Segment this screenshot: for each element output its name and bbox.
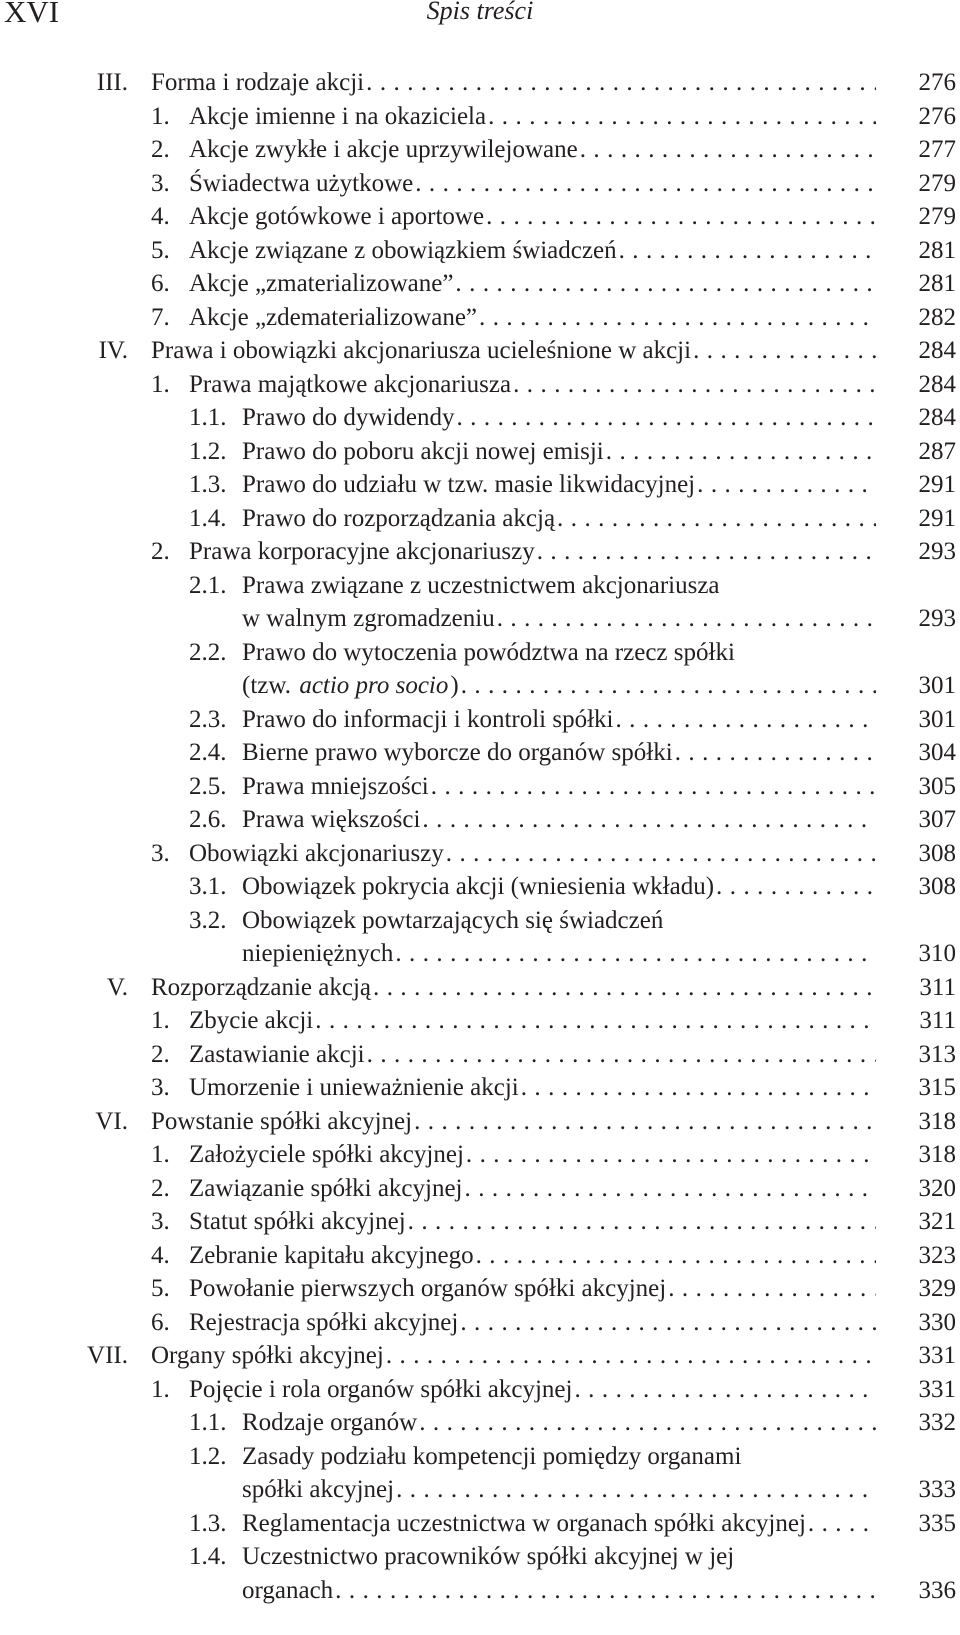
toc-entry[interactable] — [0, 1574, 960, 1608]
toc-entry[interactable] — [0, 770, 960, 804]
toc-entry-title-text: Pojęcie i rola organów spółki akcyjnej — [189, 1375, 573, 1403]
toc-entry-title — [151, 66, 876, 100]
toc-entry-title — [242, 904, 876, 938]
toc-entry-title-text: Prawo do wytoczenia powództwa na rzecz spółki — [242, 638, 735, 666]
toc-entry-title-text: Statut spółki akcyjnej — [189, 1208, 406, 1235]
toc-entry-title — [242, 502, 876, 536]
toc-entry-title — [242, 770, 876, 804]
toc-entry[interactable] — [0, 971, 960, 1005]
toc-entry[interactable] — [0, 904, 960, 938]
toc-entry-number: 1.2. — [189, 437, 227, 465]
toc-entry-page: 308 — [918, 839, 956, 867]
toc-entry-title-text: Akcje imienne i na okaziciela — [189, 102, 487, 130]
toc-entry-number: 1.3. — [189, 471, 227, 498]
toc-entry-title-text: Akcje „zdematerializowane” — [189, 303, 478, 331]
toc-entry[interactable] — [0, 636, 960, 670]
toc-entry[interactable] — [0, 334, 960, 368]
toc-entry-title-text: Rozporządzanie akcją — [151, 973, 372, 1001]
toc-entry-title-text: Uczestnictwo pracowników spółki akcyjnej w jej — [242, 1543, 735, 1570]
toc-entry-page: 311 — [919, 1007, 956, 1034]
toc-entry-title-text: w walnym zgromadzeniu — [242, 605, 495, 632]
toc-entry-title — [189, 1138, 876, 1172]
toc-entry-page: 318 — [918, 1107, 956, 1135]
toc-entry-page: 311 — [919, 973, 956, 1001]
toc-entry-page: 284 — [918, 337, 956, 364]
toc-entry-page: 310 — [918, 940, 956, 967]
toc-entry[interactable] — [0, 368, 960, 402]
toc-entry-title-text: Prawo do rozporządzania akcją — [242, 504, 556, 532]
toc-entry-title — [189, 837, 876, 871]
toc-entry-title-text: (tzw. — [242, 672, 298, 699]
toc-entry[interactable] — [0, 1507, 960, 1541]
toc-entry-page: 335 — [918, 1509, 956, 1537]
toc-entry-page: 291 — [918, 504, 956, 532]
toc-entry-title — [242, 736, 876, 770]
toc-entry-title-text: Powołanie pierwszych organów spółki akcyjnej — [189, 1275, 667, 1302]
toc-entry-page: 336 — [918, 1576, 956, 1604]
toc-entry-page: 313 — [918, 1040, 956, 1068]
toc-entry-page: 279 — [918, 169, 956, 197]
toc-entry[interactable] — [0, 937, 960, 971]
toc-entry[interactable] — [0, 1540, 960, 1574]
toc-entry-title — [242, 669, 876, 703]
toc-entry-number: 6. — [151, 270, 170, 297]
toc-entry-title — [189, 1172, 876, 1206]
toc-entry-title — [189, 1205, 876, 1239]
toc-entry-page: 333 — [918, 1476, 956, 1503]
toc-entry-number: 2.3. — [189, 705, 227, 733]
toc-entry-title — [242, 803, 876, 837]
toc-entry-title-text: Prawa mniejszości — [242, 772, 429, 800]
toc-entry-title-text: Forma i rodzaje akcji — [151, 69, 365, 96]
toc-entry-number: 2. — [151, 538, 170, 565]
toc-entry-title-suffix: ) — [450, 672, 459, 699]
toc-entry-page: 321 — [918, 1208, 956, 1235]
toc-entry[interactable] — [0, 569, 960, 603]
toc-entry-page: 304 — [918, 739, 956, 766]
toc-entry-title — [242, 435, 876, 469]
toc-entry-title — [242, 468, 876, 502]
toc-entry-title-text: Prawa związane z uczestnictwem akcjonariusza — [242, 571, 720, 599]
toc-entry-page: 307 — [918, 806, 956, 833]
toc-entry-number: 2.5. — [189, 772, 227, 800]
toc-entry-title — [189, 535, 876, 569]
toc-entry[interactable] — [0, 502, 960, 536]
toc-entry-title-text: Organy spółki akcyjnej — [151, 1342, 384, 1369]
toc-entry-number: 1. — [151, 1141, 170, 1168]
toc-entry-title — [189, 167, 876, 201]
toc-entry[interactable] — [0, 234, 960, 268]
toc-entry-title-text: Zawiązanie spółki akcyjnej — [189, 1174, 463, 1202]
toc-entry-title-text: Zbycie akcji — [189, 1007, 314, 1034]
toc-entry-number: III. — [96, 69, 128, 96]
toc-entry-title — [242, 703, 876, 737]
toc-entry-page: 318 — [918, 1141, 956, 1168]
toc-entry-title-text: Rodzaje organów — [242, 1409, 418, 1436]
toc-entry[interactable] — [0, 1004, 960, 1038]
toc-entry-page: 276 — [918, 69, 956, 96]
toc-entry[interactable] — [0, 1138, 960, 1172]
toc-entry-number: 3. — [151, 1074, 170, 1101]
toc-entry-page: 301 — [918, 705, 956, 733]
toc-entry-title — [242, 1574, 876, 1608]
toc-entry-page: 323 — [918, 1241, 956, 1269]
toc-entry-title — [189, 1038, 876, 1072]
toc-entry-title — [242, 870, 876, 904]
toc-entry-title — [189, 368, 876, 402]
toc-entry-title — [189, 234, 876, 268]
toc-entry-title-text: Bierne prawo wyborcze do organów spółki — [242, 739, 673, 766]
toc-entry[interactable] — [0, 1038, 960, 1072]
toc-entry-title — [242, 1473, 876, 1507]
toc-entry-number: V. — [106, 973, 128, 1001]
toc-entry[interactable] — [0, 803, 960, 837]
toc-entry-title-text: Świadectwa użytkowe — [189, 169, 414, 197]
toc-entry-page: 301 — [918, 672, 956, 699]
toc-entry[interactable] — [0, 1473, 960, 1507]
toc-entry-page: 277 — [918, 136, 956, 163]
toc-entry-title-text: spółki akcyjnej — [242, 1476, 395, 1503]
toc-entry-page: 282 — [918, 303, 956, 331]
toc-entry-number: 1. — [151, 102, 170, 130]
toc-entry-page: 329 — [918, 1275, 956, 1302]
table-of-contents — [0, 66, 960, 1607]
toc-entry-title-text: Obowiązek powtarzających się świadczeń — [242, 906, 664, 934]
toc-entry-title-text: Reglamentacja uczestnictwa w organach spółki akcyjnej — [242, 1509, 806, 1537]
toc-entry[interactable] — [0, 1339, 960, 1373]
toc-entry[interactable] — [0, 1205, 960, 1239]
toc-entry-title — [189, 1071, 876, 1105]
toc-entry-number: VII. — [87, 1342, 128, 1369]
toc-entry-title — [189, 301, 876, 335]
toc-entry-number: 1.1. — [189, 1409, 227, 1436]
toc-entry-title — [189, 1272, 876, 1306]
toc-entry-number: 6. — [151, 1308, 170, 1336]
toc-entry-title-text: Rejestracja spółki akcyjnej — [189, 1308, 459, 1336]
toc-entry-title — [242, 937, 876, 971]
toc-entry-title-text: Prawo do poboru akcji nowej emisji — [242, 437, 604, 465]
toc-entry[interactable] — [0, 1071, 960, 1105]
toc-entry-page: 305 — [918, 772, 956, 800]
toc-entry-title — [151, 971, 876, 1005]
toc-entry[interactable] — [0, 1172, 960, 1206]
toc-entry[interactable] — [0, 167, 960, 201]
toc-entry-title-text: Akcje „zmaterializowane” — [189, 270, 454, 297]
toc-entry-title — [189, 1004, 876, 1038]
toc-entry-title — [242, 1540, 876, 1574]
toc-entry-title — [242, 401, 876, 435]
toc-entry-title — [151, 334, 876, 368]
toc-entry-number: 2.1. — [189, 571, 227, 599]
toc-entry-number: 1.3. — [189, 1509, 227, 1537]
toc-entry-title-text: Akcje związane z obowiązkiem świadczeń — [189, 236, 617, 264]
toc-entry-number: 1.1. — [189, 404, 227, 431]
toc-entry-number: 5. — [151, 236, 170, 264]
toc-entry[interactable] — [0, 837, 960, 871]
toc-entry-title — [242, 1406, 876, 1440]
toc-entry-title-text: Założyciele spółki akcyjnej — [189, 1141, 464, 1168]
toc-entry-title — [189, 200, 876, 234]
toc-entry-title-text: Prawo do dywidendy — [242, 404, 455, 431]
toc-entry-number: 2. — [151, 136, 170, 163]
toc-entry-number: 4. — [151, 203, 170, 230]
toc-entry-page: 291 — [918, 471, 956, 498]
toc-entry[interactable] — [0, 301, 960, 335]
toc-entry-number: 3. — [151, 839, 170, 867]
toc-entry[interactable] — [0, 669, 960, 703]
toc-entry-page: 276 — [918, 102, 956, 130]
toc-entry-title-text: Zasady podziału kompetencji pomiędzy organami — [242, 1442, 742, 1470]
toc-entry[interactable] — [0, 736, 960, 770]
toc-entry-page: 320 — [918, 1174, 956, 1202]
toc-entry-number: 1.4. — [189, 504, 227, 532]
toc-entry-number: IV. — [98, 337, 128, 364]
toc-entry-number: 7. — [151, 303, 170, 331]
toc-entry-title — [189, 1373, 876, 1407]
toc-entry-page: 308 — [918, 873, 956, 900]
toc-entry-number: 2.6. — [189, 806, 227, 833]
toc-entry[interactable] — [0, 267, 960, 301]
toc-entry-number: 1. — [151, 370, 170, 398]
toc-entry-page: 284 — [918, 404, 956, 431]
toc-entry-title-text: Prawo do informacji i kontroli spółki — [242, 705, 614, 733]
toc-entry-page: 331 — [918, 1342, 956, 1369]
toc-entry-title-text: Prawa korporacyjne akcjonariuszy — [189, 538, 535, 565]
toc-entry-title — [189, 1239, 876, 1273]
toc-entry[interactable] — [0, 200, 960, 234]
toc-entry-number: 1.4. — [189, 1543, 227, 1570]
toc-entry-title — [242, 569, 876, 603]
toc-entry-title-text: Powstanie spółki akcyjnej — [151, 1107, 413, 1135]
toc-entry-number: 2. — [151, 1174, 170, 1202]
toc-entry[interactable] — [0, 1406, 960, 1440]
toc-entry-number: 3. — [151, 1208, 170, 1235]
toc-entry-page: 315 — [918, 1074, 956, 1101]
toc-entry-number: 1.2. — [189, 1442, 227, 1470]
toc-entry[interactable] — [0, 535, 960, 569]
toc-entry-title-text: Prawa i obowiązki akcjonariusza ucieleśnione w akcji — [151, 337, 692, 364]
toc-entry-number: VI. — [95, 1107, 128, 1135]
toc-entry-number: 1. — [151, 1375, 170, 1403]
toc-entry[interactable] — [0, 1105, 960, 1139]
toc-entry-title — [189, 133, 876, 167]
toc-entry-title — [151, 1339, 876, 1373]
toc-entry-number: 2.4. — [189, 739, 227, 766]
toc-entry-page: 287 — [918, 437, 956, 465]
toc-entry-title-italic: actio pro socio — [299, 672, 449, 699]
toc-entry-title — [189, 1306, 876, 1340]
page-number: XVI — [4, 0, 60, 29]
toc-entry-title — [242, 1440, 876, 1474]
toc-entry[interactable] — [0, 602, 960, 636]
toc-entry-title-text: Akcje zwykłe i akcje uprzywilejowane — [189, 136, 578, 163]
toc-entry-title-text: Zebranie kapitału akcyjnego — [189, 1241, 474, 1269]
toc-entry-title-text: Prawa majątkowe akcjonariusza — [189, 370, 512, 398]
toc-entry-number: 2.2. — [189, 638, 227, 666]
toc-entry-number: 3.2. — [189, 906, 227, 934]
toc-entry-page: 332 — [918, 1409, 956, 1436]
toc-entry-page: 281 — [918, 236, 956, 264]
toc-entry-title — [151, 1105, 876, 1139]
running-title: Spis treści — [426, 0, 534, 25]
toc-entry-page: 330 — [918, 1308, 956, 1336]
toc-entry[interactable] — [0, 100, 960, 134]
toc-entry-title-text: Obowiązek pokrycia akcji (wniesienia wkładu) — [242, 873, 715, 900]
toc-entry-number: 4. — [151, 1241, 170, 1269]
toc-entry[interactable] — [0, 1440, 960, 1474]
toc-entry[interactable] — [0, 1272, 960, 1306]
toc-entry[interactable] — [0, 66, 960, 100]
toc-entry[interactable] — [0, 870, 960, 904]
toc-entry-title-text: niepieniężnych — [242, 940, 394, 967]
toc-entry[interactable] — [0, 468, 960, 502]
toc-entry[interactable] — [0, 133, 960, 167]
toc-entry-title-text: Prawa większości — [242, 806, 421, 833]
toc-entry[interactable] — [0, 435, 960, 469]
toc-entry-number: 3.1. — [189, 873, 227, 900]
toc-entry-title — [242, 636, 876, 670]
toc-entry-page: 293 — [918, 538, 956, 565]
toc-entry-title-text: Zastawianie akcji — [189, 1040, 365, 1068]
toc-entry[interactable] — [0, 1373, 960, 1407]
toc-entry-title — [189, 100, 876, 134]
toc-entry-title — [189, 267, 876, 301]
toc-entry-title-text: Prawo do udziału w tzw. masie likwidacyjnej — [242, 471, 696, 498]
toc-entry-page: 281 — [918, 270, 956, 297]
toc-entry-title-text: organach — [242, 1576, 334, 1604]
toc-entry-page: 279 — [918, 203, 956, 230]
toc-entry[interactable] — [0, 401, 960, 435]
toc-entry[interactable] — [0, 703, 960, 737]
toc-entry-number: 5. — [151, 1275, 170, 1302]
toc-entry[interactable] — [0, 1239, 960, 1273]
toc-entry[interactable] — [0, 1306, 960, 1340]
toc-entry-title-text: Akcje gotówkowe i aportowe — [189, 203, 485, 230]
toc-entry-title — [242, 1507, 876, 1541]
toc-entry-page: 331 — [918, 1375, 956, 1403]
toc-entry-title-text: Obowiązki akcjonariuszy — [189, 839, 444, 867]
toc-entry-page: 284 — [918, 370, 956, 398]
toc-entry-number: 1. — [151, 1007, 170, 1034]
toc-entry-number: 3. — [151, 169, 170, 197]
toc-entry-title-text: Umorzenie i unieważnienie akcji — [189, 1074, 519, 1101]
toc-entry-number: 2. — [151, 1040, 170, 1068]
toc-entry-title — [242, 602, 876, 636]
toc-entry-page: 293 — [918, 605, 956, 632]
